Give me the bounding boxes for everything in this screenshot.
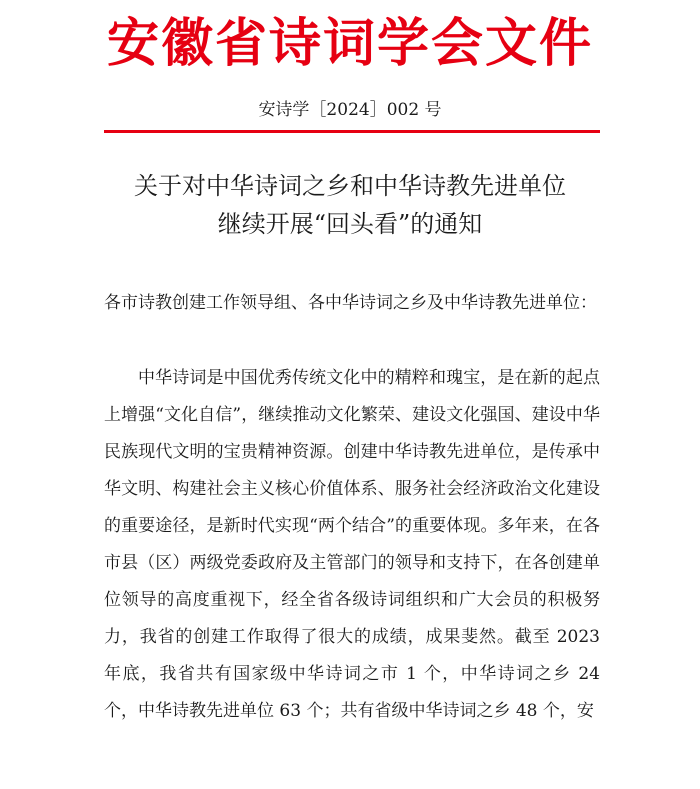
addressee: 各市诗教创建工作领导组、各中华诗词之乡及中华诗教先进单位： — [104, 293, 597, 313]
notice-title-line-2: 继续开展“回头看”的通知 — [217, 210, 483, 238]
document-number: 安诗学［2024］002 号 — [258, 100, 442, 120]
notice-title-line-1: 关于对中华诗词之乡和中华诗教先进单位 — [134, 172, 566, 200]
red-divider-line — [104, 130, 600, 133]
body-paragraph: 中华诗词是中国优秀传统文化中的精粹和瑰宝，是在新的起点上增强“文化自信”，继续推动文化繁荣、建设文化强国、建设中华民族现代文明的宝贵精神资源。创建中华诗教先进单位，是传承中华文明、构建社会主义核心价值体系、服务社会经济政治文化建设的重要途径，是新时代实现“两个结合”的重要体现。多年来，在各市县（区）两级党委政府及主管部门的领导和支持下，在各创建单位领导的高度重视下，经全省各级诗词组织和广大会员的积极努力，我省的创建工作取得了很大的成绩，成果斐然。截至 2023 年底，我省共有国家级中华诗词之市 1 个，中华诗词之乡 24 个，中华诗教先进单位 63 个；共有省级中华诗词之乡 48 个，安 — [104, 368, 600, 721]
document-masthead: 安徽省诗词学会文件 — [106, 13, 593, 74]
notice-title — [0, 167, 700, 243]
